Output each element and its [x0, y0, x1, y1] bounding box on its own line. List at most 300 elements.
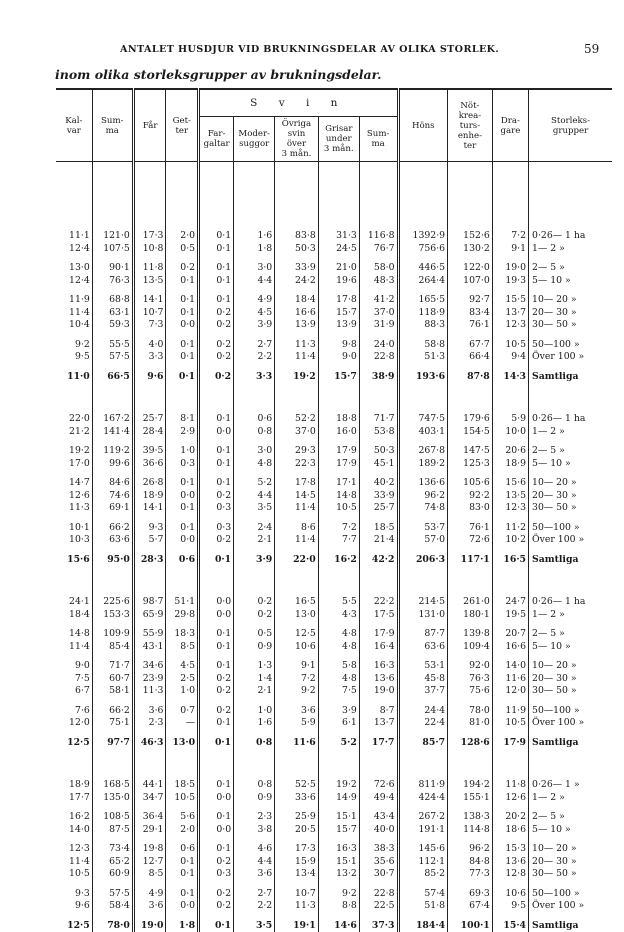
table-cell: 12·0 [492, 685, 528, 698]
table-cell: 0·1 [199, 554, 234, 567]
header-modersuggor: Moder- suggor [234, 117, 275, 162]
table-cell: 0·0 [166, 319, 199, 332]
table-cell: 97·7 [92, 737, 133, 750]
table-cell: 180·1 [448, 609, 493, 622]
table-cell: 58·4 [92, 900, 133, 913]
spacer-cell [318, 749, 359, 779]
spacer-cell [133, 804, 166, 811]
spacer-cell [92, 515, 133, 522]
spacer-cell [166, 438, 199, 445]
table-cell: 96·2 [398, 490, 448, 503]
table-cell: 17·3 [133, 230, 166, 243]
table-cell: 95·0 [92, 554, 133, 567]
table-cell: 10·5 [492, 339, 528, 352]
table-cell: 87·7 [398, 628, 448, 641]
table-cell: 72·6 [359, 779, 398, 792]
table-cell: 17·5 [359, 609, 398, 622]
table-cell: 5·2 [318, 737, 359, 750]
table-cell: 84·6 [92, 477, 133, 490]
table-row [56, 502, 612, 515]
table-cell: 0·7 [166, 705, 199, 718]
table-cell: 22·8 [359, 351, 398, 364]
total-row [56, 554, 612, 567]
table-row [56, 294, 612, 307]
table-cell: 57·0 [398, 534, 448, 547]
total-row [56, 737, 612, 750]
spacer-cell [492, 836, 528, 843]
spacer-cell [92, 749, 133, 779]
table-cell: 16·4 [359, 641, 398, 654]
spacer-cell [133, 470, 166, 477]
spacer-cell [359, 255, 398, 262]
spacer-row [56, 287, 612, 294]
table-cell: 72·6 [448, 534, 493, 547]
table-cell: 10— 20 » [529, 477, 612, 490]
table-cell: 10·8 [133, 243, 166, 256]
table-cell: 0·2 [199, 685, 234, 698]
table-cell: 0·1 [166, 868, 199, 881]
table-cell: 0·1 [166, 477, 199, 490]
table-cell: 139·8 [448, 628, 493, 641]
spacer-cell [234, 804, 275, 811]
table-cell: 9·5 [492, 900, 528, 913]
table-cell: 12·4 [56, 275, 92, 288]
table-cell: 30— 50 » [529, 319, 612, 332]
spacer-cell [492, 470, 528, 477]
table-cell: 8·7 [359, 705, 398, 718]
spacer-cell [529, 913, 612, 920]
table-cell: — [166, 717, 199, 730]
spacer-cell [359, 287, 398, 294]
table-cell: 24·1 [56, 596, 92, 609]
table-cell: 0·2 [199, 705, 234, 718]
table-cell: 0·0 [166, 534, 199, 547]
spacer-cell [448, 836, 493, 843]
spacer-cell [92, 383, 133, 413]
table-cell: 5·8 [318, 660, 359, 673]
table-cell: 12·4 [56, 243, 92, 256]
spacer-cell [529, 383, 612, 413]
spacer-cell [492, 332, 528, 339]
table-row [56, 641, 612, 654]
spacer-cell [275, 287, 319, 294]
table-cell: 108·5 [92, 811, 133, 824]
table-row [56, 717, 612, 730]
header-storleksgrupper: Storleks- grupper [529, 89, 612, 162]
spacer-cell [56, 383, 92, 413]
table-cell: 194·2 [448, 779, 493, 792]
table-cell: 19·2 [318, 779, 359, 792]
table-cell: 5·9 [275, 717, 319, 730]
table-cell: 13·9 [318, 319, 359, 332]
table-cell: 14·7 [56, 477, 92, 490]
table-cell: 36·6 [133, 458, 166, 471]
table-cell: 9·2 [275, 685, 319, 698]
spacer-cell [166, 332, 199, 339]
table-cell: 0·2 [199, 673, 234, 686]
table-cell: 16·5 [275, 596, 319, 609]
spacer-cell [234, 470, 275, 477]
spacer-cell [56, 332, 92, 339]
table-cell: 130·2 [448, 243, 493, 256]
spacer-cell [529, 255, 612, 262]
table-cell: 29·3 [275, 445, 319, 458]
table-cell: 0·1 [199, 641, 234, 654]
spacer-cell [448, 749, 493, 779]
spacer-cell [318, 547, 359, 554]
table-cell: 446·5 [398, 262, 448, 275]
spacer-cell [199, 804, 234, 811]
spacer-cell [529, 836, 612, 843]
table-cell: 0·1 [199, 230, 234, 243]
spacer-row [56, 332, 612, 339]
spacer-cell [529, 332, 612, 339]
table-cell: 15·1 [318, 856, 359, 869]
table-row [56, 426, 612, 439]
spacer-cell [199, 287, 234, 294]
table-cell: 40·0 [359, 824, 398, 837]
table-cell: 13·0 [275, 609, 319, 622]
table-cell: 13·7 [492, 307, 528, 320]
table-row [56, 262, 612, 275]
spacer-cell [133, 255, 166, 262]
table-cell: Över 100 » [529, 900, 612, 913]
table-cell: 191·1 [398, 824, 448, 837]
table-cell: 18·9 [133, 490, 166, 503]
table-cell: 6·1 [318, 717, 359, 730]
spacer-cell [234, 621, 275, 628]
table-cell: 60·7 [92, 673, 133, 686]
table-cell: 0·1 [166, 856, 199, 869]
spacer-cell [359, 438, 398, 445]
table-cell: 7·5 [56, 673, 92, 686]
table-cell: 11·9 [492, 705, 528, 718]
table-cell: 0·0 [166, 490, 199, 503]
table-cell: 2·0 [166, 824, 199, 837]
table-cell: 35·6 [359, 856, 398, 869]
table-cell: 10·7 [133, 307, 166, 320]
spacer-cell [166, 547, 199, 554]
table-cell: 9·1 [275, 660, 319, 673]
spacer-cell [448, 438, 493, 445]
table-cell: 37·7 [398, 685, 448, 698]
spacer-cell [448, 515, 493, 522]
table-cell: 58·8 [398, 339, 448, 352]
spacer-cell [398, 913, 448, 920]
table-cell: 11·3 [133, 685, 166, 698]
spacer-cell [492, 804, 528, 811]
table-cell: 9·3 [133, 522, 166, 535]
table-cell: 9·8 [318, 339, 359, 352]
table-cell: 31·3 [318, 230, 359, 243]
table-cell: 1— 2 » [529, 426, 612, 439]
table-cell: 17·9 [359, 628, 398, 641]
table-cell: 122·0 [448, 262, 493, 275]
spacer-cell [133, 749, 166, 779]
header-getter: Get- ter [166, 89, 199, 162]
table-cell: 19·2 [275, 371, 319, 384]
table-row [56, 351, 612, 364]
table-cell: 29·8 [166, 609, 199, 622]
spacer-cell [56, 515, 92, 522]
table-cell: 2·4 [234, 522, 275, 535]
table-cell: 0·2 [166, 262, 199, 275]
table-cell: 18·3 [166, 628, 199, 641]
table-cell: 14·8 [56, 628, 92, 641]
spacer-cell [166, 566, 199, 596]
table-cell: 83·8 [275, 230, 319, 243]
table-cell: 0·1 [166, 307, 199, 320]
table-cell: 13·6 [359, 673, 398, 686]
table-cell: 50·3 [359, 445, 398, 458]
table-cell: 131·0 [398, 609, 448, 622]
spacer-cell [318, 913, 359, 920]
spacer-cell [92, 804, 133, 811]
table-cell: 1·0 [166, 685, 199, 698]
table-cell: 10·5 [166, 792, 199, 805]
table-cell: 33·9 [359, 490, 398, 503]
spacer-cell [92, 881, 133, 888]
table-cell: 20— 30 » [529, 856, 612, 869]
spacer-cell [398, 698, 448, 705]
table-cell: 0·3 [199, 868, 234, 881]
table-cell: 2·9 [166, 426, 199, 439]
table-cell: 13·9 [275, 319, 319, 332]
spacer-cell [56, 698, 92, 705]
table-cell: 125·3 [448, 458, 493, 471]
table-cell: 18·8 [318, 413, 359, 426]
table-cell: 0·1 [199, 717, 234, 730]
table-cell: 24·0 [359, 339, 398, 352]
spacer-cell [234, 749, 275, 779]
table-cell: 17·1 [318, 477, 359, 490]
total-row [56, 920, 612, 932]
table-cell: 3·8 [234, 824, 275, 837]
table-cell: 4·8 [318, 673, 359, 686]
table-subtitle: inom olika storleksgrupper av brukningsdelar. [55, 67, 381, 82]
spacer-cell [199, 438, 234, 445]
table-body [56, 162, 612, 932]
table-cell: 12·8 [492, 868, 528, 881]
table-cell: 12·3 [492, 502, 528, 515]
table-cell: 19·3 [492, 275, 528, 288]
spacer-cell [529, 653, 612, 660]
table-cell: 0·0 [199, 596, 234, 609]
table-cell: 5— 10 » [529, 824, 612, 837]
table-row [56, 811, 612, 824]
table-cell: 0·8 [234, 779, 275, 792]
table-row [56, 522, 612, 535]
table-cell: 4·6 [234, 843, 275, 856]
spacer-cell [199, 162, 234, 231]
spacer-cell [275, 804, 319, 811]
table-cell: Samtliga [529, 554, 612, 567]
table-cell: 19·5 [492, 609, 528, 622]
table-cell: 0·5 [166, 243, 199, 256]
table-cell: 29·1 [133, 824, 166, 837]
table-cell: 1— 2 » [529, 609, 612, 622]
table-cell: 19·6 [318, 275, 359, 288]
table-cell: 0·1 [199, 413, 234, 426]
table-cell: 4·4 [234, 275, 275, 288]
spacer-row [56, 730, 612, 737]
spacer-cell [318, 383, 359, 413]
spacer-cell [359, 913, 398, 920]
spacer-cell [318, 162, 359, 231]
table-cell: 71·7 [92, 660, 133, 673]
table-cell: 0·0 [199, 824, 234, 837]
spacer-row [56, 749, 612, 779]
table-cell: 135·0 [92, 792, 133, 805]
table-cell: 11·4 [275, 534, 319, 547]
table-row [56, 458, 612, 471]
table-cell: 167·2 [92, 413, 133, 426]
table-cell: 50—100 » [529, 705, 612, 718]
table-cell: 0·2 [199, 490, 234, 503]
spacer-cell [92, 547, 133, 554]
spacer-cell [492, 255, 528, 262]
table-cell: 154·5 [448, 426, 493, 439]
spacer-cell [166, 287, 199, 294]
table-row [56, 660, 612, 673]
table-cell: 9·0 [318, 351, 359, 364]
table-cell: 11·4 [275, 502, 319, 515]
table-cell: 0·1 [166, 275, 199, 288]
spacer-cell [56, 547, 92, 554]
spacer-cell [133, 364, 166, 371]
table-cell: 41·2 [359, 294, 398, 307]
table-cell: 1·0 [166, 445, 199, 458]
spacer-cell [56, 255, 92, 262]
spacer-cell [199, 332, 234, 339]
table-cell: 13·7 [359, 717, 398, 730]
spacer-cell [133, 383, 166, 413]
table-cell: 5·5 [318, 596, 359, 609]
spacer-cell [166, 698, 199, 705]
table-row [56, 609, 612, 622]
spacer-cell [492, 364, 528, 371]
spacer-cell [166, 162, 199, 231]
spacer-cell [529, 749, 612, 779]
table-cell: 11·3 [275, 339, 319, 352]
table-cell: 26·8 [133, 477, 166, 490]
table-cell: 5— 10 » [529, 641, 612, 654]
spacer-cell [448, 566, 493, 596]
spacer-cell [133, 438, 166, 445]
spacer-cell [166, 836, 199, 843]
table-cell: 128·6 [448, 737, 493, 750]
table-cell: 267·8 [398, 445, 448, 458]
spacer-cell [199, 913, 234, 920]
table-cell: 83·4 [448, 307, 493, 320]
table-cell: 138·3 [448, 811, 493, 824]
spacer-cell [275, 438, 319, 445]
spacer-cell [318, 653, 359, 660]
spacer-cell [492, 547, 528, 554]
spacer-cell [492, 566, 528, 596]
spacer-cell [275, 364, 319, 371]
table-cell: 88·3 [398, 319, 448, 332]
table-cell: 2— 5 » [529, 445, 612, 458]
table-cell: 9·3 [56, 888, 92, 901]
table-cell: 22·8 [359, 888, 398, 901]
table-cell: 109·4 [448, 641, 493, 654]
table-cell: 10·1 [56, 522, 92, 535]
table-cell: 53·8 [359, 426, 398, 439]
table-cell: Över 100 » [529, 534, 612, 547]
table-cell: 117·1 [448, 554, 493, 567]
table-row [56, 490, 612, 503]
spacer-cell [448, 913, 493, 920]
table-cell: 141·4 [92, 426, 133, 439]
table-cell: 50—100 » [529, 522, 612, 535]
table-cell: 60·9 [92, 868, 133, 881]
table-cell: 3·0 [234, 445, 275, 458]
table-cell: 3·3 [133, 351, 166, 364]
table-cell: 20·5 [275, 824, 319, 837]
spacer-row [56, 653, 612, 660]
spacer-cell [359, 836, 398, 843]
spacer-cell [234, 332, 275, 339]
table-cell: 8·8 [318, 900, 359, 913]
table-cell: 1·4 [234, 673, 275, 686]
table-cell: 18·9 [492, 458, 528, 471]
table-cell: 3·3 [234, 371, 275, 384]
spacer-cell [398, 470, 448, 477]
table-cell: 58·1 [92, 685, 133, 698]
table-cell: 0·1 [166, 888, 199, 901]
spacer-cell [318, 438, 359, 445]
table-cell: 9·2 [318, 888, 359, 901]
spacer-cell [275, 881, 319, 888]
table-cell: 51·1 [166, 596, 199, 609]
table-cell: 66·4 [448, 351, 493, 364]
table-cell: 145·6 [398, 843, 448, 856]
spacer-cell [133, 881, 166, 888]
table-cell: 13·5 [492, 490, 528, 503]
spacer-cell [529, 804, 612, 811]
table-cell: 11·4 [56, 641, 92, 654]
spacer-cell [56, 836, 92, 843]
table-cell: 77·3 [448, 868, 493, 881]
table-cell: 10·4 [56, 319, 92, 332]
table-cell: 0·1 [166, 371, 199, 384]
table-cell: 7·2 [275, 673, 319, 686]
table-cell: 0·26— 1 » [529, 779, 612, 792]
table-cell: 13·4 [275, 868, 319, 881]
table-cell: 0·1 [199, 458, 234, 471]
spacer-cell [92, 653, 133, 660]
table-cell: 0·3 [199, 502, 234, 515]
table-cell: 8·6 [275, 522, 319, 535]
spacer-cell [448, 470, 493, 477]
table-cell: 52·2 [275, 413, 319, 426]
table-cell: 214·5 [398, 596, 448, 609]
table-cell: 424·4 [398, 792, 448, 805]
header-svin-group: S v i n [199, 89, 398, 117]
table-row [56, 685, 612, 698]
header-fargaltar: Far- galtar [199, 117, 234, 162]
header-notkreatursenheter: Nöt- krea- turs- enhe- ter [448, 89, 493, 162]
table-cell: 7·2 [318, 522, 359, 535]
table-cell: 5·6 [166, 811, 199, 824]
table-cell: 10·0 [492, 426, 528, 439]
table-cell: 118·9 [398, 307, 448, 320]
table-cell: 4·8 [318, 641, 359, 654]
table-cell: 30— 50 » [529, 868, 612, 881]
table-cell: 0·1 [199, 737, 234, 750]
table-cell: 24·5 [318, 243, 359, 256]
